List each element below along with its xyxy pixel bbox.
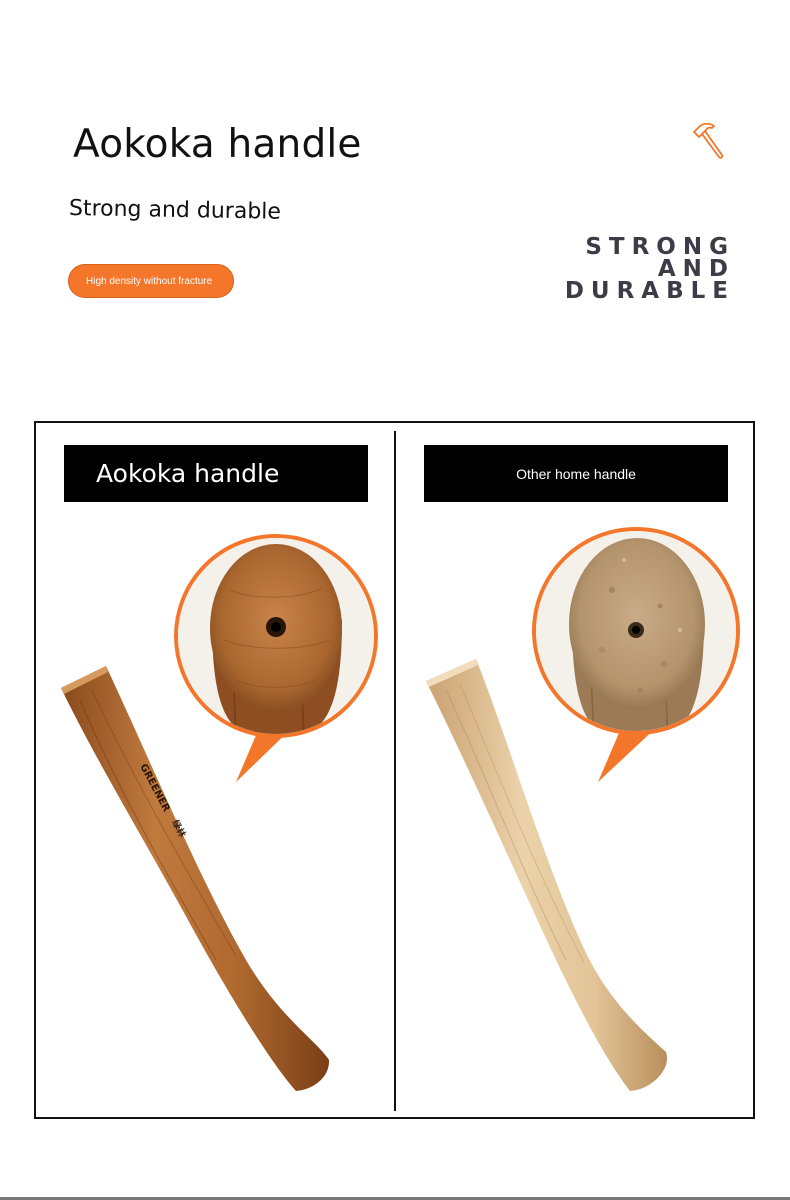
handle-brand-mark: 绿林 xyxy=(169,818,187,840)
handle-brand-text: GREENER xyxy=(137,762,172,814)
slogan-line-2: AND xyxy=(657,256,735,282)
page-title: Aokoka handle xyxy=(73,122,362,167)
slogan-line-1: STRONG xyxy=(585,234,735,260)
aokoka-cross-section-callout xyxy=(176,536,376,782)
slogan-line-3: DURABLE xyxy=(564,278,735,304)
left-panel-label: Aokoka handle xyxy=(64,445,368,502)
other-cross-section-callout xyxy=(534,529,738,782)
feature-badge: High density without fracture xyxy=(68,264,234,298)
page-subtitle: Strong and durable xyxy=(68,196,282,225)
right-panel-label: Other home handle xyxy=(424,445,728,502)
